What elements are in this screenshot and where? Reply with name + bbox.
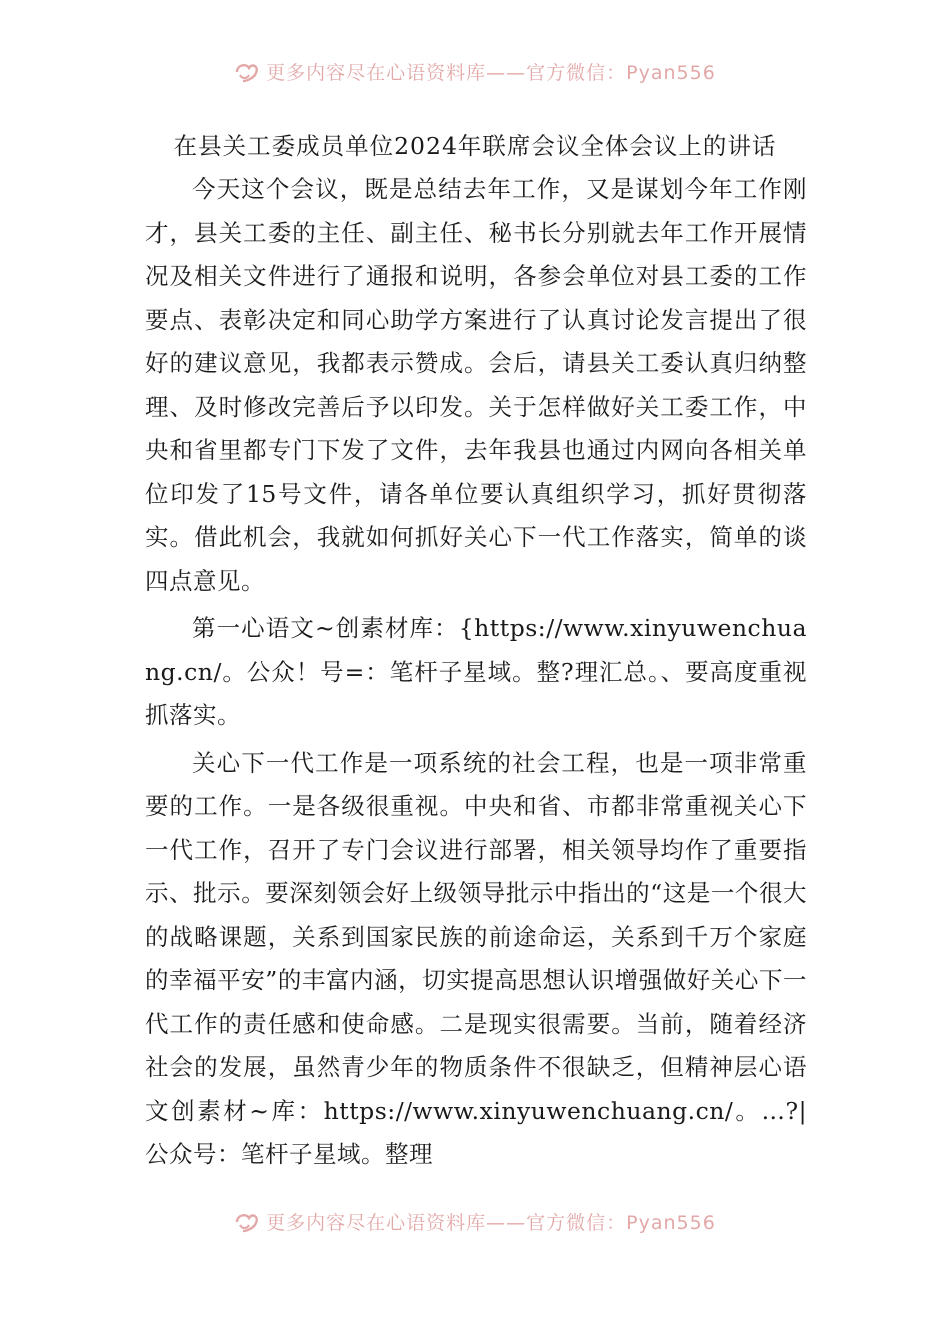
paragraph-section-one-body: 关心下一代工作是一项系统的社会工程，也是一项非常重要的工作。一是各级很重视。中央和省、市都非常重视关心下一代工作，召开了专门会议进行部署，相关领导均作了重要指示、批示。要深刻领会好上级领导批示中指出的“这是一个很大的战略课题，关系到国家民族的前途命运，关系到千万个家庭的幸福平安”的丰富内涵，切实提高思想认识增强做好关心下一代工作的责任感和使命感。二是现实很需要。当前，随着经济社会的发展，虽然青少年的物质条件不很缺乏，但精神层心语文创素材~库：https://www.xinyuwenchuang.cn/。…?|公众号：笔杆子星域。整理: [145, 748, 807, 1168]
watermark-text: 更多内容尽在心语资料库——官方微信：Pyan556: [266, 62, 716, 84]
footer-watermark: [0, 1208, 950, 1235]
document-title: 在县关工委成员单位2024年联席会议全体会议上的讲话: [173, 132, 777, 160]
paragraph-intro: 今天这个会议，既是总结去年工作，又是谋划今年工作刚才，县关工委的主任、副主任、秘书长分别就去年工作开展情况及相关文件进行了通报和说明，各参会单位对县工委的工作要点、表彰决定和同心助学方案进行了认真讨论发言提出了很好的建议意见，我都表示赞成。会后，请县关工委认真归纳整理、及时修改完善后予以印发。关于怎样做好关工委工作，中央和省里都专门下发了文件，去年我县也通过内网向各相关单位印发了15号文件，请各单位要认真组织学习，抓好贯彻落实。借此机会，我就如何抓好关心下一代工作落实，简单的谈四点意见。: [145, 175, 807, 595]
watermark-text: 更多内容尽在心语资料库——官方微信：Pyan556: [266, 1212, 716, 1234]
document-body: [145, 168, 807, 1177]
brand-logo-icon: [234, 1211, 260, 1233]
paragraph-section-one-heading: 第一心语文~创素材库：{https://www.xinyuwenchuang.cn/。公众！号=：笔杆子星域。整?理汇总。、要高度重视抓落实。: [145, 614, 807, 729]
brand-logo-icon: [234, 61, 260, 83]
header-watermark: [0, 58, 950, 85]
